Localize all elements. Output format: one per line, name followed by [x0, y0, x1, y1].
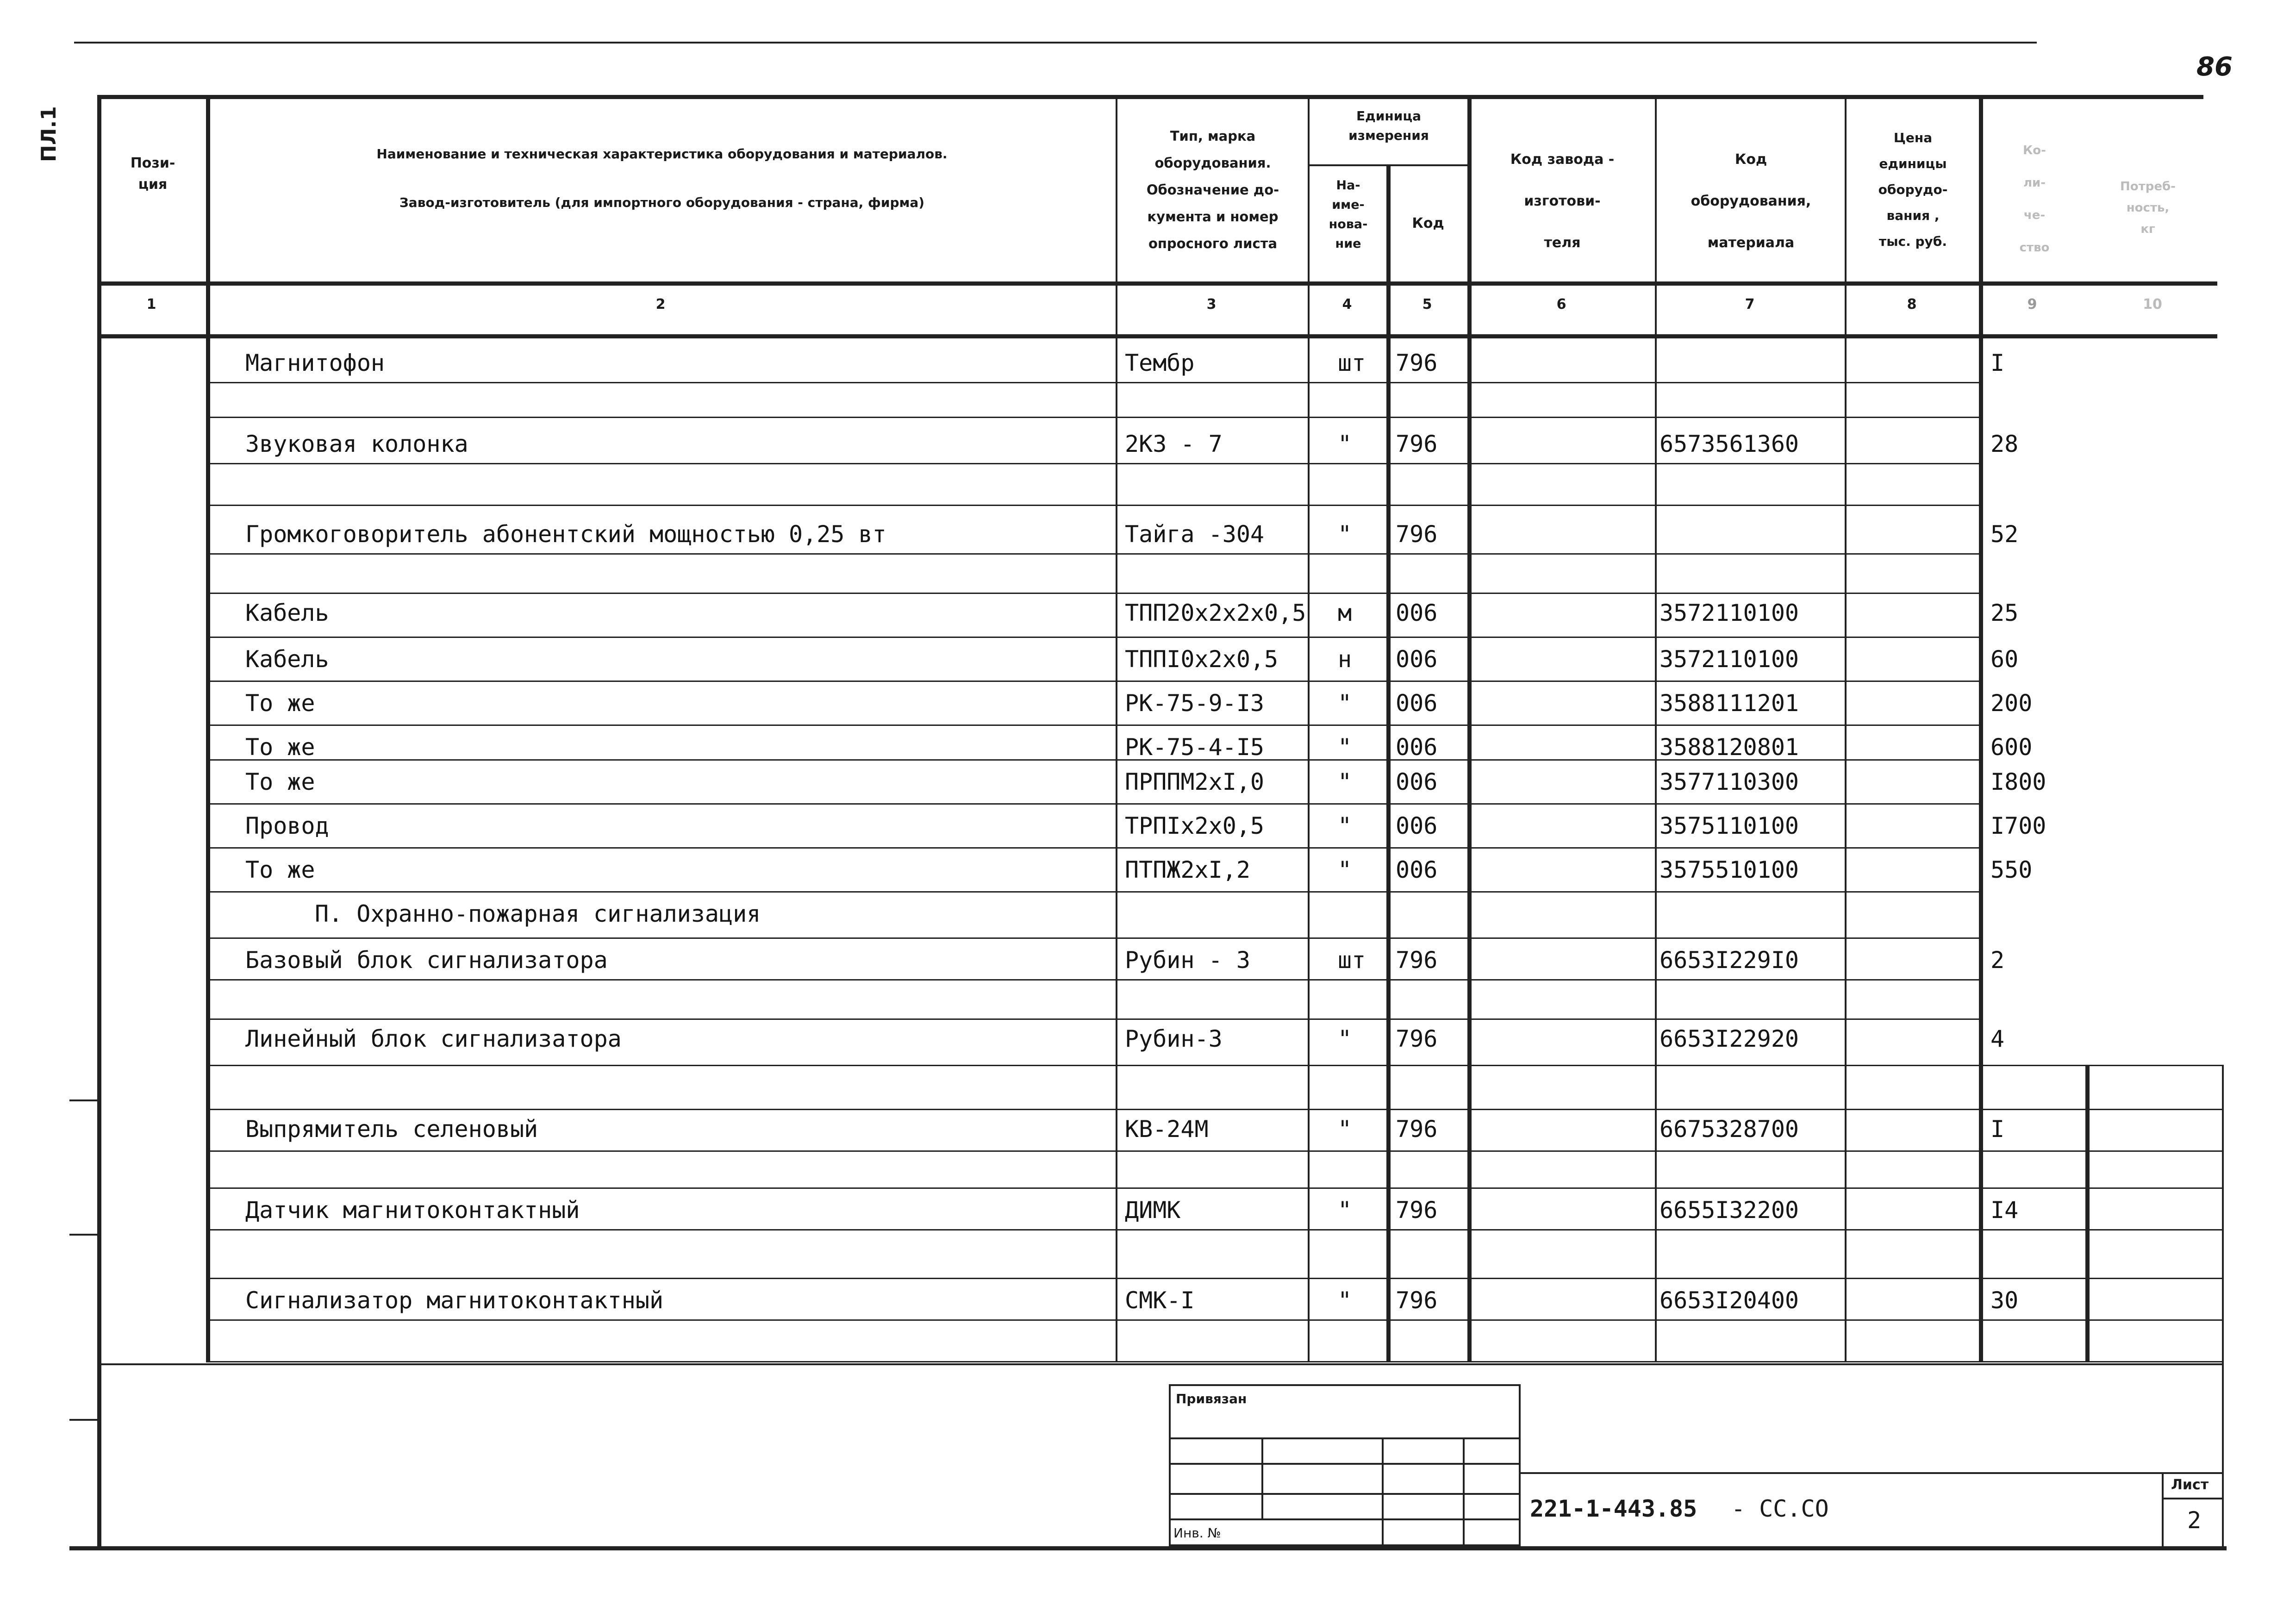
header-unit: Единица измерения [1348, 108, 1429, 143]
col-num-10: 10 [2143, 296, 2162, 312]
row-equip-code: 6653I22920 [1660, 1025, 1799, 1052]
row-equip-code: 3588120801 [1660, 734, 1799, 761]
header-extra: Потреб- ность, кг [2120, 180, 2176, 236]
row-name: Сигнализатор магнитоконтактный [245, 1287, 664, 1314]
col-divider-4 [1386, 164, 1391, 1361]
table-right-border [2222, 1065, 2224, 1549]
col-divider-8 [1979, 95, 1983, 1361]
table-top-border [97, 95, 2203, 99]
document-code: 221-1-443.85 [1530, 1495, 1697, 1522]
row-unit-code: 006 [1396, 812, 1438, 839]
top-rule [74, 42, 2037, 44]
row-name: Магнитофон [245, 350, 385, 376]
row-type: СМК-I [1125, 1287, 1195, 1314]
row-qty: 600 [1990, 734, 2033, 761]
header-unit-code: Код [1412, 215, 1444, 231]
stamp-vline-1 [1261, 1437, 1263, 1518]
row-unit-code: 006 [1396, 856, 1438, 883]
row-unit-code: 796 [1396, 350, 1438, 376]
row-unit-code: 006 [1396, 690, 1438, 717]
row-separator [206, 593, 1979, 594]
sheet-label: Лист [2171, 1477, 2209, 1493]
row-type: ТПП20х2х2х0,5 [1125, 600, 1306, 626]
row-qty: 25 [1990, 600, 2019, 626]
row-separator [206, 417, 1979, 418]
row-unit-code: 006 [1396, 600, 1438, 626]
row-unit-code: 796 [1396, 1116, 1438, 1143]
row-unit-code: 796 [1396, 1025, 1438, 1052]
row-separator [206, 1018, 1979, 1020]
row-type: РК-75-4-I5 [1125, 734, 1265, 761]
row-qty: I700 [1990, 812, 2046, 839]
col-num-4: 4 [1342, 296, 1352, 312]
row-qty: 200 [1990, 690, 2033, 717]
row-unit-code: 796 [1396, 947, 1438, 974]
row-qty: 550 [1990, 856, 2033, 883]
row-type: Рубин-3 [1125, 1025, 1223, 1052]
row-name: То же [245, 768, 315, 795]
stamp-line-4 [1169, 1518, 1521, 1520]
row-type: 2КЗ - 7 [1125, 431, 1223, 457]
row-name: Выпрямитель селеновый [245, 1116, 538, 1143]
row-name: То же [245, 690, 315, 717]
row-name: Громкоговоритель абонентский мощностью 0,25 вт [245, 521, 886, 548]
row-name: Звуковая колонка [245, 431, 468, 457]
sheet-number: 2 [2187, 1507, 2202, 1534]
header-position: Пози- ция [130, 155, 175, 193]
row-equip-code: 6653I20400 [1660, 1287, 1799, 1314]
left-tick-2 [69, 1234, 97, 1236]
stamp-line-2 [1169, 1463, 1521, 1465]
stamp-line-1 [1169, 1437, 1521, 1439]
row-equip-code: 3575510100 [1660, 856, 1799, 883]
row-unit-code: 796 [1396, 521, 1438, 548]
row-type: РК-75-9-I3 [1125, 690, 1265, 717]
col-divider-1 [206, 95, 210, 1361]
col-divider-6 [1655, 95, 1657, 1361]
col-num-2: 2 [655, 296, 666, 312]
header-equip-code: Код оборудования, материала [1691, 151, 1811, 251]
row-separator [206, 1109, 2222, 1110]
col-divider-7 [1845, 95, 1847, 1361]
row-equip-code: 3575110100 [1660, 812, 1799, 839]
row-unit-code: 006 [1396, 734, 1438, 761]
row-type: ДИМК [1125, 1197, 1181, 1224]
side-mark: ПЛ.1 [37, 106, 61, 162]
row-equip-code: 6653I229I0 [1660, 947, 1799, 974]
row-separator [206, 1187, 2222, 1189]
row-qty: 30 [1990, 1287, 2019, 1314]
row-type: КВ-24М [1125, 1116, 1209, 1143]
col-divider-5 [1467, 95, 1472, 1361]
row-equip-code: 3588111201 [1660, 690, 1799, 717]
row-separator [206, 463, 1979, 464]
col-num-7: 7 [1745, 296, 1755, 312]
row-qty: 52 [1990, 521, 2019, 548]
row-qty: 28 [1990, 431, 2019, 457]
row-qty: I [1990, 1116, 2005, 1143]
stamp-bound-label: Привязан [1176, 1391, 1247, 1406]
section-heading: П. Охранно-пожарная сигнализация [315, 900, 761, 927]
row-qty: I4 [1990, 1197, 2019, 1224]
row-unit-code: 796 [1396, 1287, 1438, 1314]
header-plant-code: Код завода - изготови- теля [1510, 151, 1615, 251]
row-separator [206, 553, 1979, 555]
col-num-1: 1 [146, 296, 156, 312]
row-qty: I800 [1990, 768, 2046, 795]
col-num-8: 8 [1907, 296, 1917, 312]
row-equip-code: 3572110100 [1660, 646, 1799, 673]
row-type: ПРППМ2хI,0 [1125, 768, 1265, 795]
stamp-inv-label: Инв. № [1173, 1525, 1221, 1541]
row-qty: I [1990, 350, 2005, 376]
row-name: Датчик магнитоконтактный [245, 1197, 580, 1224]
row-separator [206, 1278, 2222, 1279]
row-type: ТППI0х2х0,5 [1125, 646, 1279, 673]
stamp-line-3 [1169, 1493, 1521, 1495]
row-type: ПТПЖ2хI,2 [1125, 856, 1250, 883]
row-separator [206, 1150, 2222, 1152]
row-separator [206, 891, 1979, 893]
row-name: То же [245, 856, 315, 883]
row-type: Тембр [1125, 350, 1195, 376]
row-unit-code: 796 [1396, 1197, 1438, 1224]
row-type: Тайга -304 [1125, 521, 1265, 548]
row-separator [206, 979, 1979, 981]
row-unit-code: 006 [1396, 768, 1438, 795]
header-qty: Ко- ли- че- ство [2019, 144, 2050, 255]
row-equip-code: 6573561360 [1660, 431, 1799, 457]
row-separator [206, 937, 1979, 939]
row-type: ТРПIх2х0,5 [1125, 812, 1265, 839]
row-name: То же [245, 734, 315, 761]
document-suffix: - СС.СО [1731, 1495, 1829, 1522]
stamp-vline-3 [1463, 1437, 1465, 1546]
row-name: Кабель [245, 600, 329, 626]
table-left-border [97, 95, 101, 1549]
row-equip-code: 3577110300 [1660, 768, 1799, 795]
row-separator [206, 1065, 2222, 1066]
row-equip-code: 3572110100 [1660, 600, 1799, 626]
row-separator [206, 505, 1979, 506]
header-name-line1: Наименование и техническая характеристика оборудования и материалов. [376, 146, 948, 162]
row-separator [206, 847, 1979, 849]
row-separator [206, 1229, 2222, 1230]
header-price: Цена единицы оборудо- вания , тыс. руб. [1878, 130, 1948, 249]
header-type: Тип, марка оборудования. Обозначение до- кумента и номер опросного листа [1146, 128, 1279, 251]
row-qty: 60 [1990, 646, 2019, 673]
row-separator [206, 1361, 2222, 1362]
stamp-vline-2 [1382, 1437, 1384, 1546]
row-unit-code: 796 [1396, 431, 1438, 457]
stamp-block [1169, 1384, 1521, 1546]
row-separator [206, 803, 1979, 805]
left-tick-3 [69, 1419, 97, 1421]
col-num-3: 3 [1206, 296, 1217, 312]
row-equip-code: 6655I32200 [1660, 1197, 1799, 1224]
colnum-bottom-border [97, 334, 2217, 338]
col-num-9: 9 [2027, 296, 2037, 312]
row-separator [206, 1319, 2222, 1321]
header-name-line2: Завод-изготовитель (для импортного оборудования - страна, фирма) [399, 195, 925, 210]
header-unit-name: На- име- нова- ние [1329, 178, 1368, 251]
row-name: Базовый блок сигнализатора [245, 947, 608, 974]
row-type: Рубин - 3 [1125, 947, 1250, 974]
page-number: 86 [2196, 52, 2233, 82]
sheet-box-split [2162, 1498, 2222, 1499]
col-divider-3 [1308, 95, 1310, 1361]
col-divider-2 [1116, 95, 1117, 1361]
row-separator [206, 681, 1979, 682]
row-unit-code: 006 [1396, 646, 1438, 673]
left-tick-1 [69, 1099, 97, 1101]
row-separator [206, 637, 1979, 638]
row-qty: 4 [1990, 1025, 2005, 1052]
header-bottom-border [97, 281, 2217, 286]
table-bottom-rule [97, 1363, 2222, 1365]
row-separator [206, 382, 1979, 383]
row-separator [206, 725, 1979, 726]
row-equip-code: 6675328700 [1660, 1116, 1799, 1143]
row-name: Линейный блок сигнализатора [245, 1025, 622, 1052]
row-name: Кабель [245, 646, 329, 673]
col-num-5: 5 [1422, 296, 1432, 312]
col-num-6: 6 [1556, 296, 1566, 312]
row-qty: 2 [1990, 947, 2005, 974]
row-name: Провод [245, 812, 329, 839]
